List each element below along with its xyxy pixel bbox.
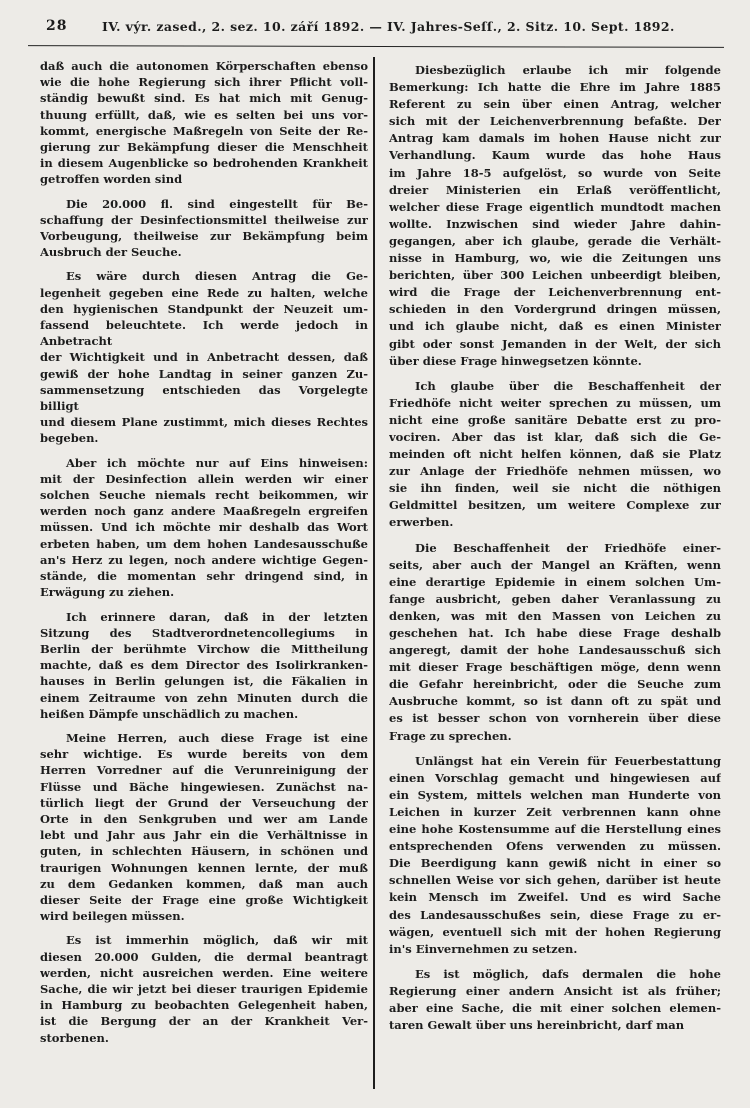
text-line: stände, die momentan sehr dringend sind, in [40, 569, 368, 584]
text-line: Referent zu sein über einen Antrag, welcher [389, 97, 721, 112]
text-line: nicht eine große sanitäre Debatte erst zu pro- [389, 412, 721, 427]
text-line: daß auch die autonomen Körperschaften ebenso [40, 59, 368, 73]
paragraph [40, 196, 368, 261]
text-line: Ausbruch der Seuche. [40, 245, 182, 260]
text-line: Orte in den Senkgruben und wer am Lande [40, 811, 368, 826]
text-line: ist die Bergung der an der Krankheit Ver- [40, 1014, 368, 1029]
text-line: Die Beschaffenheit der Friedhöfe einer- [415, 540, 721, 555]
text-line: zu dem Gedanken kommen, daß man auch [40, 876, 368, 891]
paragraph [40, 455, 368, 601]
text-line: getroffen worden sind [40, 172, 183, 187]
text-line: machte, daß es dem Director des Isolirkranken- [40, 658, 368, 673]
text-line: dieser Seite der Frage eine große Wichtigkeit [40, 892, 368, 907]
page-number: 28 [46, 18, 68, 34]
text-line: zur Anlage der Friedhöfe nehmen müssen, wo [389, 464, 721, 479]
header-title: IV. výr. zased., 2. sez. 10. září 1892. — IV. Jahres-Seſſ., 2. Sitz. 10. Sept. 1892. [102, 19, 675, 34]
text-line: Flüsse und Bäche hingewiesen. Zunächst na- [40, 779, 368, 794]
text-line: aber eine Sache, die mit einer solchen elemen- [389, 1000, 721, 1015]
text-line: Ausbruche kommt, so ist dann oft zu spät und [389, 694, 721, 709]
text-line: Frage zu sprechen. [389, 728, 512, 743]
text-line: über diese Frage hinwegsetzen könnte. [389, 353, 642, 368]
text-line: und diesem Plane zustimmt, mich dieses Rechtes [40, 415, 368, 430]
text-line: angeregt, damit der hohe Landesausschuß sich [389, 643, 721, 658]
text-line: gierung zur Bekämpfung dieser die Menschheit [40, 140, 368, 155]
text-line: einen Vorschlag gemacht und hingewiesen auf [389, 770, 721, 785]
right-column [389, 62, 721, 1072]
text-line: wird beilegen müssen. [40, 909, 185, 924]
page-header [0, 16, 750, 42]
text-line: denken, was mit den Massen von Leichen zu [389, 608, 721, 623]
text-line: Berlin der berühmte Virchow die Mittheilung [40, 641, 368, 656]
text-line: schnellen Weise vor sich gehen, darüber ist heute [389, 873, 721, 888]
text-line: begeben. [40, 431, 99, 446]
text-line: geschehen hat. Ich habe diese Frage deshalb [389, 626, 721, 640]
text-line: dreier Ministerien ein Erlaß veröffentlicht, [389, 182, 721, 197]
text-line: fassend beleuchtete. Ich werde jedoch in Anbetracht [40, 318, 368, 349]
text-line: taren Gewalt über uns hereinbricht, darf man [389, 1018, 685, 1033]
text-line: gewiß der hohe Landtag in seiner ganzen Zu- [40, 366, 368, 381]
text-line: welcher diese Frage eigentlich mundtodt machen [389, 199, 721, 214]
text-line: lebt und Jahr aus Jahr ein die Verhältnisse in [40, 828, 368, 843]
text-line: gegangen, aber ich glaube, gerade die Verhält- [389, 233, 721, 248]
column-divider [373, 57, 375, 1089]
text-line: Es wäre durch diesen Antrag die Ge- [66, 269, 368, 284]
text-line: hauses in Berlin gelungen ist, die Fäkalien in [40, 674, 368, 689]
text-line: Aber ich möchte nur auf Eins hinweisen: [66, 455, 368, 470]
text-line: der Wichtigkeit und in Anbetracht dessen, daß [40, 350, 368, 365]
text-line: sammensetzung entschieden das Vorgelegte billigt [40, 382, 368, 414]
text-line: wägen, eventuell sich mit der hohen Regierung [389, 924, 721, 939]
text-line: schaffung der Desinfectionsmittel theilweise zur [40, 212, 368, 227]
left-column [40, 58, 368, 1058]
text-line: es ist besser schon von vornherein über diese [389, 711, 721, 726]
text-line: Antrag kam damals im hohen Hause nicht zur [389, 131, 721, 146]
text-line: Ich glaube über die Beschaffenheit der [415, 378, 721, 393]
text-line: an's Herz zu legen, noch andere wichtige Gegen- [40, 552, 368, 567]
text-line: sich mit der Leichenverbrennung befaßte. Der [389, 114, 721, 129]
text-line: Friedhöfe nicht weiter sprechen zu müssen, um [389, 395, 721, 410]
text-line: wollte. Inzwischen sind wieder Jahre dahin- [389, 216, 721, 231]
text-line: meinden oft nicht helfen können, daß sie Platz [389, 447, 721, 462]
text-line: solchen Seuche niemals recht beikommen, wir [40, 488, 368, 503]
text-line: mit der Desinfection allein werden wir einer [40, 471, 368, 486]
text-line: heißen Dämpfe unschädlich zu machen. [40, 706, 299, 721]
text-line: Unlängst hat ein Verein für Feuerbestattung [415, 753, 721, 768]
text-line: Regierung einer andern Ansicht ist als früher; [389, 983, 721, 998]
text-line: kommt, energische Maßregeln von Seite der Re- [40, 123, 368, 138]
text-line: Geldmittel besitzen, um weitere Complexe zur [389, 498, 721, 513]
text-line: kein Mensch im Zweifel. Und es wird Sache [389, 890, 721, 905]
text-line: traurigen Wohnungen kennen lernte, der muß [40, 860, 368, 875]
text-line: sie ihn finden, weil sie nicht die nöthigen [389, 481, 721, 496]
text-line: Die 20.000 fl. sind eingestellt für Be- [66, 196, 368, 211]
text-line: seits, aber auch der Mangel an Kräften, wenn [389, 557, 721, 572]
text-line: nisse in Hamburg, wo, wie die Zeitungen uns [389, 251, 721, 266]
text-line: Diesbezüglich erlaube ich mir folgende [415, 63, 721, 77]
paragraph [389, 540, 721, 745]
text-line: in's Einvernehmen zu setzen. [389, 941, 578, 956]
paragraph [40, 730, 368, 924]
text-line: Die Beerdigung kann gewiß nicht in einer so [389, 856, 721, 871]
text-line: in diesem Augenblicke so bedrohenden Krankheit [40, 156, 368, 171]
text-line: Erwägung zu ziehen. [40, 585, 175, 600]
text-line: Es ist möglich, dafs dermalen die hohe [415, 966, 721, 981]
paragraph [40, 609, 368, 722]
text-line: in Hamburg zu beobachten Gelegenheit haben, [40, 998, 368, 1013]
text-line: Bemerkung: Ich hatte die Ehre im Jahre 1885 [389, 80, 721, 95]
text-line: fange ausbricht, geben daher Veranlassung zu [389, 591, 721, 606]
text-line: den hygienischen Standpunkt der Neuzeit um- [40, 301, 368, 316]
text-line: vociren. Aber das ist klar, daß sich die Ge- [389, 429, 721, 444]
text-line: Ich erinnere daran, daß in der letzten [66, 609, 368, 624]
text-line: im Jahre 18-5 aufgelöst, so wurde von Seite [389, 165, 721, 180]
paragraph [389, 753, 721, 958]
text-line: türlich liegt der Grund der Verseuchung der [40, 795, 368, 810]
paragraph [40, 932, 368, 1045]
paragraph [40, 58, 368, 188]
text-line: legenheit gegeben eine Rede zu halten, welche [40, 285, 368, 300]
text-line: und ich glaube nicht, daß es einen Minister [389, 319, 721, 334]
text-line: eine hohe Kostensumme auf die Herstellung eines [389, 822, 721, 837]
text-line: müssen. Und ich möchte mir deshalb das Wort [40, 520, 368, 535]
text-line: wie die hohe Regierung sich ihrer Pflicht voll- [40, 75, 368, 90]
text-line: schieden in den Vordergrund dringen müssen, [389, 302, 721, 317]
text-line: Sache, die wir jetzt bei dieser traurigen Epidemie [40, 981, 368, 996]
text-line: wird die Frage der Leichenverbrennung ent- [389, 285, 721, 300]
text-line: diesen 20.000 Gulden, die dermal beantragt [40, 949, 368, 964]
text-line: einem Zeitraume von zehn Minuten durch die [40, 690, 368, 705]
text-line: ein System, mittels welchen man Hunderte von [389, 787, 721, 802]
text-line: sehr wichtige. Es wurde bereits von dem [40, 747, 368, 762]
text-line: erbeten haben, um dem hohen Landesausschuße [40, 536, 368, 551]
text-line: ständig bewußt sind. Es hat mich mit Genug- [40, 91, 368, 106]
text-line: mit dieser Frage beschäftigen möge, denn wenn [389, 660, 721, 675]
text-line: Vorbeugung, theilweise zur Bekämpfung beim [40, 229, 368, 244]
text-line: werden, nicht ausreichen werden. Eine weitere [40, 965, 368, 980]
text-line: des Landesausschußes sein, diese Frage zu er- [389, 907, 721, 922]
paragraph [389, 378, 721, 532]
text-line: eine derartige Epidemie in einem solchen Um- [389, 574, 721, 589]
text-line: Verhandlung. Kaum wurde das hohe Haus [389, 148, 721, 163]
text-line: berichten, über 300 Leichen unbeerdigt bleiben, [389, 268, 721, 283]
header-rule [28, 45, 724, 48]
text-line: thuung erfüllt, daß, wie es selten bei uns vor- [40, 107, 368, 122]
paragraph [389, 62, 721, 370]
text-line: storbenen. [40, 1030, 109, 1045]
text-line: werden noch ganz andere Maaßregeln ergreifen [40, 504, 368, 519]
text-line: Sitzung des Stadtverordnetencollegiums in [40, 625, 368, 640]
text-line: Es ist immerhin möglich, daß wir mit [66, 933, 368, 948]
text-line: die Gefahr hereinbricht, oder die Seuche zum [389, 677, 721, 692]
text-line: erwerben. [389, 515, 454, 530]
paragraph [40, 268, 368, 446]
text-line: gibt oder sonst Jemanden in der Welt, der sich [389, 336, 721, 351]
text-line: Leichen in kurzer Zeit verbrennen kann ohne [389, 804, 721, 819]
paragraph [389, 966, 721, 1034]
text-line: Meine Herren, auch diese Frage ist eine [66, 730, 368, 745]
text-line: entsprechenden Ofens verwenden zu müssen. [389, 839, 721, 854]
text-line: guten, in schlechten Häusern, in schönen und [40, 844, 368, 859]
text-line: Herren Vorredner auf die Verunreinigung der [40, 763, 368, 778]
